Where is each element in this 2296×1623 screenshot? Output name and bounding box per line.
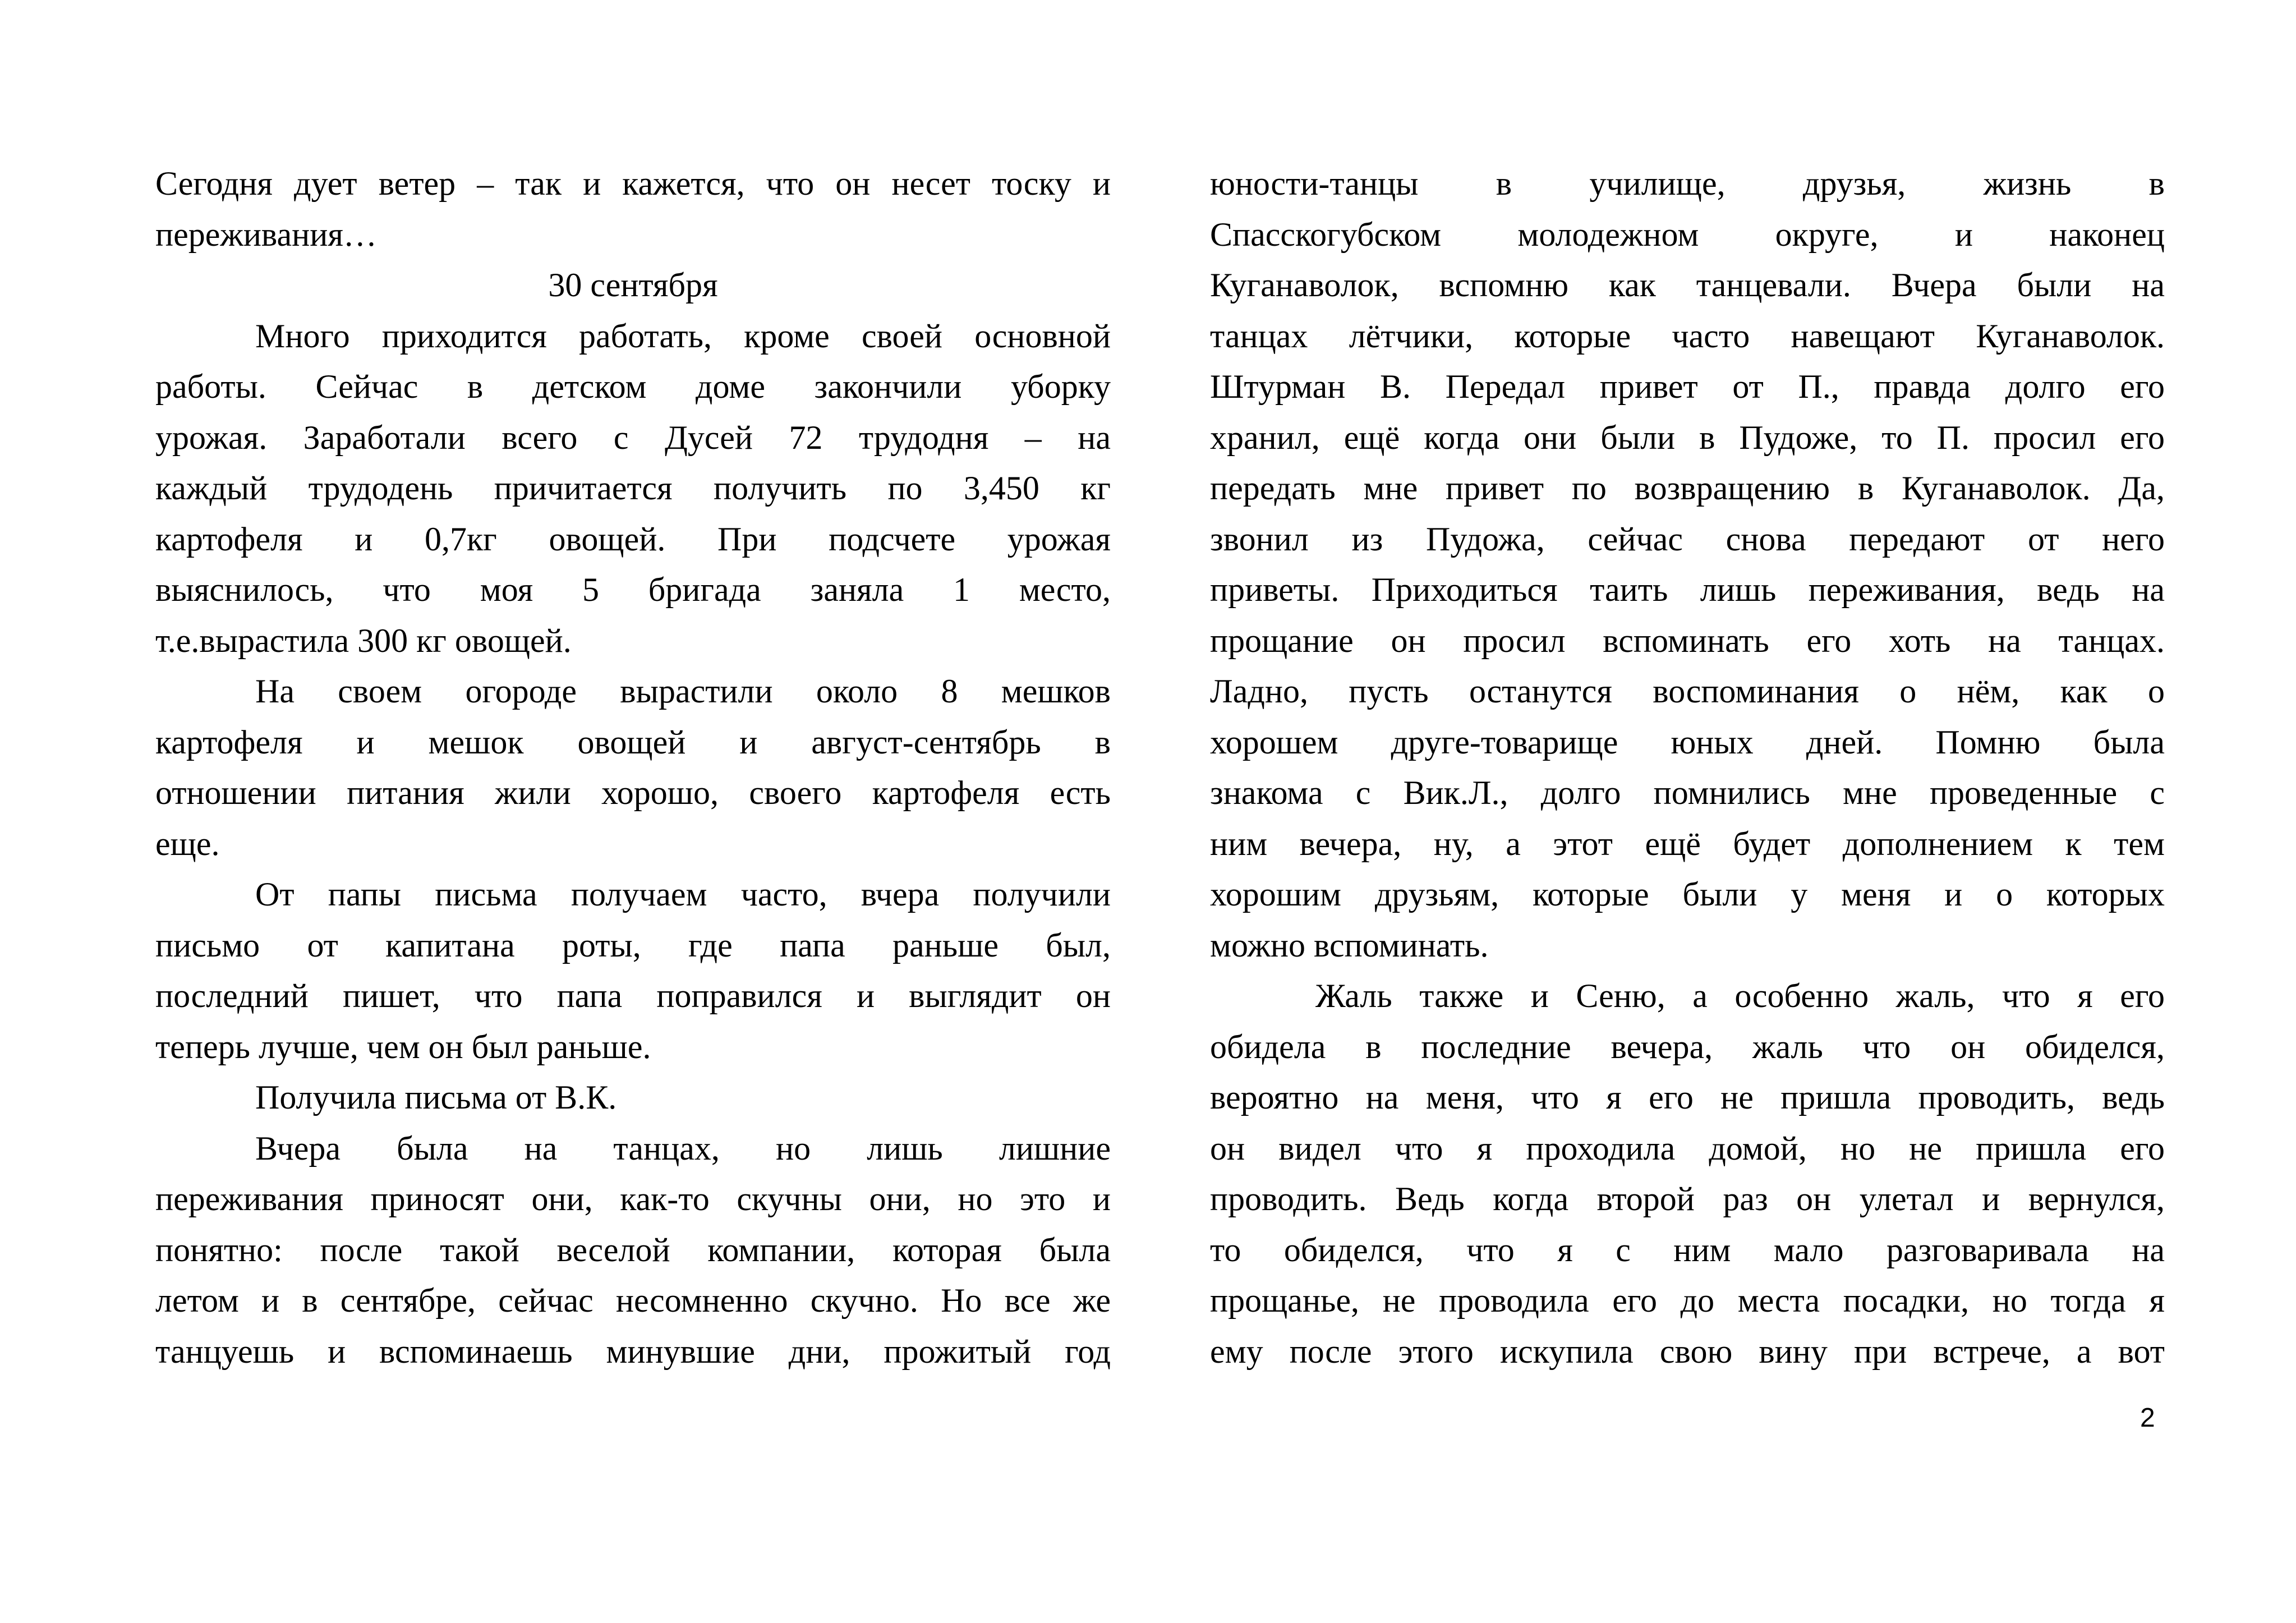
text-line: еще. — [155, 825, 220, 862]
right-column — [1210, 158, 2165, 1377]
text-line: то обиделся, что я с ним мало разговаривала на — [1210, 1231, 2165, 1268]
date-heading: 30 сентября — [548, 266, 718, 304]
text-line: картофеля и 0,7кг овощей. При подсчете урожая — [155, 520, 1111, 558]
text-line: урожая. Заработали всего с Дусей 72 трудодня – на — [155, 419, 1111, 456]
text-line: звонил из Пудожа, сейчас снова передают от него — [1210, 520, 2165, 558]
left-column — [155, 158, 1111, 1377]
text-line: знакома с Вик.Л., долго помнились мне проведенные с — [1210, 774, 2165, 811]
text-line: т.е.вырастила 300 кг овощей. — [155, 622, 572, 659]
text-line: переживания… — [155, 215, 377, 253]
text-line: картофеля и мешок овощей и август-сентябрь в — [155, 723, 1111, 761]
text-line: выяснилось, что моя 5 бригада заняла 1 место, — [155, 571, 1111, 608]
text-line: прощанье, не проводила его до места посадки, но тогда я — [1210, 1282, 2165, 1319]
text-line: вероятно на меня, что я его не пришла проводить, ведь — [1210, 1079, 2165, 1116]
text-line: прощание он просил вспоминать его хоть на танцах. — [1210, 622, 2165, 659]
text-line: Много приходится работать, кроме своей основной — [255, 317, 1111, 355]
text-line: Сегодня дует ветер – так и кажется, что он несет тоску и — [155, 165, 1111, 202]
text-line: Спасскогубском молодежном округе, и наконец — [1210, 215, 2165, 253]
text-line: танцуешь и вспоминаешь минувшие дни, прожитый год — [155, 1332, 1111, 1370]
text-line: На своем огороде вырастили около 8 мешков — [255, 673, 1111, 710]
page-number: 2 — [2140, 1403, 2155, 1433]
text-line: приветы. Приходиться таить лишь переживания, ведь на — [1210, 571, 2165, 608]
text-line: понятно: после такой веселой компании, которая была — [155, 1231, 1111, 1268]
text-line: он видел что я проходила домой, но не пришла его — [1210, 1129, 2165, 1167]
text-line: Штурман В. Передал привет от П., правда долго его — [1210, 368, 2165, 405]
text-line: Вчера была на танцах, но лишь лишние — [255, 1129, 1111, 1167]
text-line: обидела в последние вечера, жаль что он обиделся, — [1210, 1028, 2165, 1065]
text-line: теперь лучше, чем он был раньше. — [155, 1028, 651, 1065]
text-line: Куганаволок, вспомню как танцевали. Вчера были на — [1210, 266, 2165, 304]
text-line: каждый трудодень причитается получить по 3,450 кг — [155, 470, 1111, 507]
text-line: летом и в сентябре, сейчас несомненно скучно. Но все же — [155, 1282, 1111, 1319]
text-line: последний пишет, что папа поправился и выглядит он — [155, 977, 1111, 1014]
text-line: танцах лётчики, которые часто навещают Куганаволок. — [1210, 317, 2165, 355]
text-line: работы. Сейчас в детском доме закончили уборку — [155, 368, 1111, 405]
text-line: хорошим друзьям, которые были у меня и о которых — [1210, 876, 2165, 913]
text-line: проводить. Ведь когда второй раз он улетал и вернулся, — [1210, 1180, 2165, 1217]
text-line: хорошем друге-товарище юных дней. Помню была — [1210, 723, 2165, 761]
text-line: ему после этого искупила свою вину при встрече, а вот — [1210, 1332, 2165, 1370]
text-line: письмо от капитана роты, где папа раньше был, — [155, 926, 1111, 964]
text-line: переживания приносят они, как-то скучны они, но это и — [155, 1180, 1111, 1217]
text-line: передать мне привет по возвращению в Куганаволок. Да, — [1210, 470, 2165, 507]
text-line: Ладно, пусть останутся воспоминания о нём, как о — [1210, 673, 2165, 710]
text-line: юности-танцы в училище, друзья, жизнь в — [1210, 165, 2165, 202]
text-line: отношении питания жили хорошо, своего картофеля есть — [155, 774, 1111, 811]
text-line: ним вечера, ну, а этот ещё будет дополнением к тем — [1210, 825, 2165, 862]
text-line: хранил, ещё когда они были в Пудоже, то П. просил его — [1210, 419, 2165, 456]
text-line: От папы письма получаем часто, вчера получили — [255, 876, 1111, 913]
text-line: Жаль также и Сеню, а особенно жаль, что я его — [1315, 977, 2165, 1014]
text-line: можно вспоминать. — [1210, 926, 1489, 964]
text-line: Получила письма от В.К. — [255, 1079, 617, 1116]
